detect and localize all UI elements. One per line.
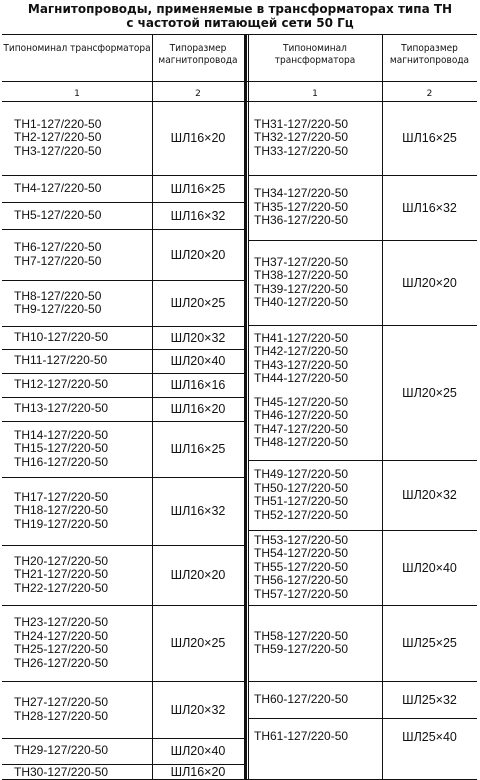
transformer-type: ТН22-127/220-50 [14, 580, 109, 595]
transformer-type: ТН42-127/220-50 [254, 344, 349, 359]
transformer-type: ТН36-127/220-50 [254, 213, 349, 228]
section-divider-inner [248, 35, 249, 779]
header-number-2-left: 2 [195, 89, 201, 99]
transformer-type: ТН41-127/220-50 [254, 330, 349, 345]
transformer-type: ТН17-127/220-50 [14, 489, 109, 504]
transformer-type: ТН61-127/220-50 [254, 728, 349, 743]
transformer-type-cell [254, 693, 348, 707]
core-size-cell: ШЛ16×20 [170, 402, 226, 416]
transformer-type: ТН38-127/220-50 [254, 268, 349, 282]
header-number-1-right: 1 [312, 89, 318, 99]
transformer-type: ТН52-127/220-50 [254, 507, 349, 522]
transformer-type: ТН13-127/220-50 [14, 401, 109, 416]
transformer-type: ТН4-127/220-50 [14, 180, 102, 195]
header-number-2-right: 2 [426, 89, 433, 99]
core-size-cell: ШЛ20×25 [402, 385, 457, 400]
transformer-type: ТН50-127/220-50 [254, 480, 349, 495]
transformer-type: ТН5-127/220-50 [14, 207, 102, 222]
transformer-type: ТН27-127/220-50 [14, 695, 109, 709]
transformer-type: ТН49-127/220-50 [254, 467, 349, 481]
magnetic-cores-table [2, 34, 477, 780]
core-size-cell: ШЛ16×25 [170, 181, 226, 196]
transformer-type: ТН9-127/220-50 [14, 302, 102, 316]
transformer-type: ТН45-127/220-50 [254, 394, 349, 409]
transformer-type: ТН7-127/220-50 [14, 253, 102, 268]
transformer-type: ТН6-127/220-50 [14, 240, 102, 254]
core-size-cell: ШЛ16×32 [402, 200, 457, 215]
transformer-type: ТН11-127/220-50 [14, 353, 108, 368]
transformer-type: ТН35-127/220-50 [254, 199, 349, 214]
transformer-type-cell [14, 744, 108, 758]
core-size-cell: ШЛ16×32 [170, 208, 226, 223]
header-col2-right: Типоразмер магнитопровода [389, 43, 470, 66]
transformer-type-cell [14, 182, 101, 196]
transformer-type: ТН30-127/220-50 [14, 765, 109, 779]
transformer-type: ТН10-127/220-50 [14, 329, 109, 344]
transformer-type: ТН46-127/220-50 [254, 408, 349, 423]
transformer-type: ТН56-127/220-50 [254, 573, 349, 588]
header-rule [2, 81, 477, 82]
core-size-cell: ШЛ20×25 [170, 296, 226, 310]
core-size-cell: ШЛ20×40 [170, 744, 226, 758]
transformer-type-cell [254, 468, 348, 522]
transformer-type: ТН58-127/220-50 [254, 628, 349, 643]
core-size-cell: ШЛ16×25 [170, 442, 226, 456]
core-size-cell: ШЛ20×40 [402, 560, 457, 575]
transformer-type: ТН3-127/220-50 [14, 143, 102, 158]
section-divider [244, 35, 247, 779]
core-size-cell: ШЛ25×32 [402, 692, 457, 707]
core-size-cell: ШЛ16×20 [170, 131, 226, 145]
core-size-cell: ШЛ16×20 [170, 764, 226, 779]
core-size-cell: ШЛ20×20 [170, 247, 226, 262]
transformer-type: ТН32-127/220-50 [254, 130, 349, 145]
transformer-type-cell [254, 256, 348, 310]
transformer-type: ТН40-127/220-50 [254, 295, 349, 309]
transformer-type-cell [254, 187, 348, 228]
transformer-type-cell [254, 534, 348, 602]
transformer-type: ТН54-127/220-50 [254, 546, 349, 561]
transformer-type-cell [14, 290, 101, 317]
header-col1-left: Типономинал трансформатора [3, 43, 151, 54]
core-size-cell: ШЛ20×20 [402, 275, 457, 290]
core-size-cell: ШЛ25×25 [402, 636, 457, 650]
transformer-type-cell [14, 616, 108, 670]
transformer-type-cell [254, 332, 348, 450]
transformer-type: ТН53-127/220-50 [254, 532, 349, 547]
transformer-type-cell [14, 766, 108, 780]
transformer-type-cell [14, 118, 101, 159]
header-col1-right: Типономинал трансформатора [274, 43, 356, 66]
table-title-line-1: Магнитопроводы, применяемые в трансформаторах типа ТН [27, 2, 453, 16]
transformer-type-cell [14, 555, 108, 596]
table-title-line-2: с частотой питающей сети 50 Гц [126, 16, 354, 30]
transformer-type: ТН26-127/220-50 [14, 655, 109, 670]
transformer-type: ТН55-127/220-50 [254, 559, 349, 574]
transformer-type: ТН23-127/220-50 [14, 615, 109, 629]
transformer-type: ТН31-127/220-50 [254, 116, 349, 131]
transformer-type: ТН2-127/220-50 [14, 130, 102, 145]
transformer-type-cell [254, 630, 348, 657]
transformer-type: ТН1-127/220-50 [14, 116, 102, 131]
transformer-type: ТН29-127/220-50 [14, 743, 109, 758]
header-number-1-left: 1 [74, 89, 80, 99]
transformer-type: ТН48-127/220-50 [254, 435, 349, 450]
transformer-type: ТН18-127/220-50 [14, 503, 109, 518]
core-size-cell: ШЛ20×32 [170, 702, 226, 717]
transformer-type-cell [14, 241, 101, 268]
core-size-cell: ШЛ20×40 [170, 354, 226, 368]
transformer-type-cell [14, 696, 108, 723]
transformer-type: ТН60-127/220-50 [254, 691, 349, 706]
transformer-type-cell [14, 354, 107, 368]
transformer-type-cell [14, 331, 108, 345]
core-size-cell: ШЛ16×25 [402, 131, 457, 145]
transformer-type: ТН33-127/220-50 [254, 143, 349, 158]
core-size-cell: ШЛ25×40 [402, 729, 457, 744]
transformer-type: ТН37-127/220-50 [254, 254, 349, 269]
transformer-type-cell [14, 429, 108, 470]
transformer-type: ТН44-127/220-50 [254, 371, 349, 386]
transformer-type: ТН24-127/220-50 [14, 628, 109, 643]
transformer-type: ТН14-127/220-50 [14, 427, 109, 442]
transformer-type: ТН12-127/220-50 [14, 377, 109, 392]
transformer-type: ТН25-127/220-50 [14, 642, 109, 656]
transformer-type: ТН15-127/220-50 [14, 441, 109, 456]
core-size-cell: ШЛ20×32 [402, 488, 457, 502]
transformer-type-cell [14, 491, 108, 532]
transformer-type: ТН28-127/220-50 [14, 708, 109, 723]
core-size-cell: ШЛ20×20 [170, 568, 226, 582]
header-col2-left: Типоразмер магнитопровода [158, 43, 238, 66]
core-size-cell: ШЛ16×16 [170, 378, 226, 392]
transformer-type: ТН20-127/220-50 [14, 553, 109, 568]
transformer-type: ТН43-127/220-50 [254, 357, 349, 372]
transformer-type-cell [254, 118, 348, 159]
transformer-type: ТН59-127/220-50 [254, 642, 349, 656]
transformer-type-cell [14, 209, 101, 223]
core-size-cell: ШЛ20×32 [170, 330, 226, 345]
transformer-type-cell [14, 378, 108, 392]
transformer-type: ТН47-127/220-50 [254, 421, 349, 436]
transformer-type: ТН39-127/220-50 [254, 281, 349, 296]
transformer-type: ТН19-127/220-50 [14, 516, 109, 531]
transformer-type: ТН16-127/220-50 [14, 454, 109, 469]
transformer-type: ТН34-127/220-50 [254, 186, 349, 201]
transformer-type: ТН21-127/220-50 [14, 567, 109, 582]
transformer-type-cell [14, 402, 108, 416]
core-size-cell: ШЛ16×32 [170, 504, 226, 518]
transformer-type: ТН8-127/220-50 [14, 288, 102, 303]
transformer-type: ТН51-127/220-50 [254, 494, 349, 508]
core-size-cell: ШЛ20×25 [170, 636, 226, 650]
transformer-type-cell [254, 730, 348, 744]
transformer-type: ТН57-127/220-50 [254, 586, 349, 601]
